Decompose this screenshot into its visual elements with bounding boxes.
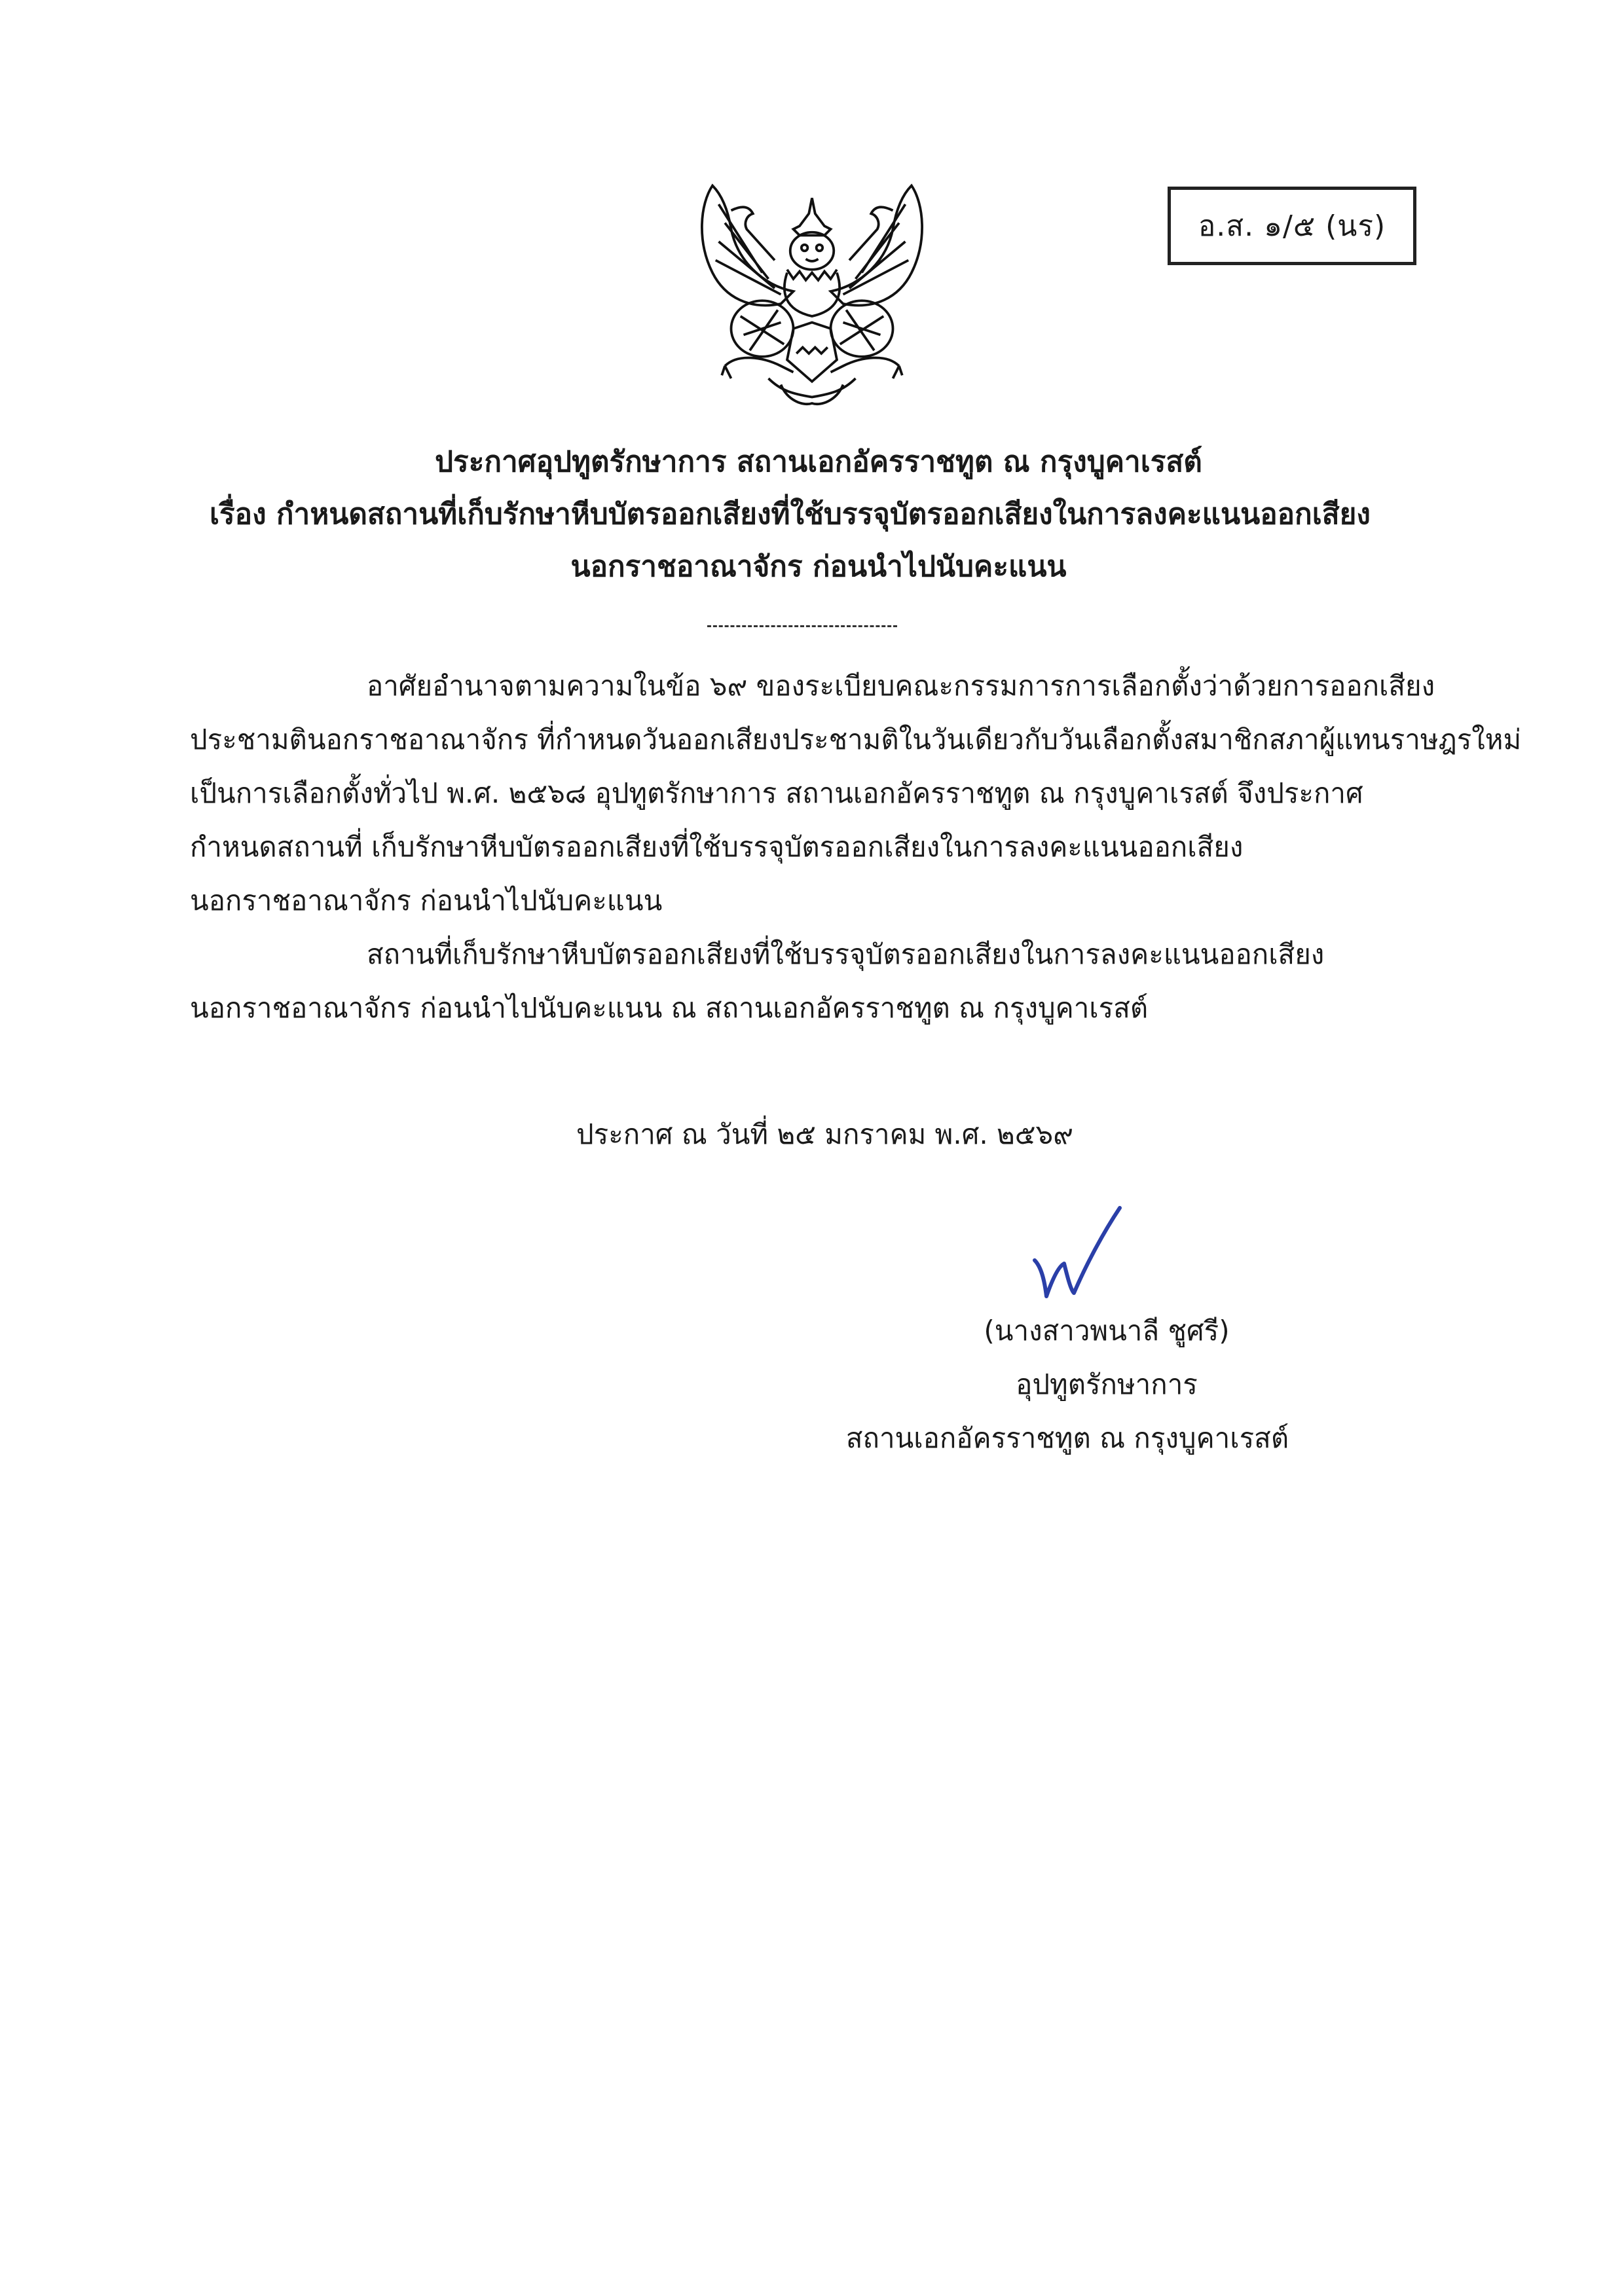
- paragraph-1-line-4: กำหนดสถานที่ เก็บรักษาหีบบัตรออกเสียงที่ใช้บรรจุบัตรออกเสียงในการลงคะแนนออกเสียง: [190, 831, 1244, 863]
- title-line-3: นอกราชอาณาจักร ก่อนนำไปนับคะแนน: [570, 550, 1067, 583]
- signatory-organization: สถานเอกอัครราชทูต ณ กรุงบูคาเรสต์: [845, 1422, 1289, 1454]
- form-code-box: [1168, 187, 1416, 265]
- signatory-position: อุปทูตรักษาการ: [1016, 1368, 1198, 1400]
- announcement-date: ประกาศ ณ วันที่ ๒๕ มกราคม พ.ศ. ๒๕๖๙: [576, 1118, 1073, 1150]
- form-code: อ.ส. ๑/๕ (นร): [1198, 210, 1386, 243]
- paragraph-1-line-2: ประชามตินอกราชอาณาจักร ที่กำหนดวันออกเสียงประชามติในวันเดียวกับวันเลือกตั้งสมาชิกสภาผู้แทนราษฎรใหม่: [190, 723, 1522, 756]
- paragraph-1-line-5: นอกราชอาณาจักร ก่อนนำไปนับคะแนน: [190, 884, 663, 917]
- handwritten-signature-icon: [1022, 1205, 1139, 1309]
- title-subject-line: เรื่อง กำหนดสถานที่เก็บรักษาหีบบัตรออกเสียงที่ใช้บรรจุบัตรออกเสียงในการลงคะแนนออกเสียง: [210, 498, 1371, 531]
- title-divider: [707, 625, 897, 627]
- paragraph-1-line-1: อาศัยอำนาจตามความในข้อ ๖๙ ของระเบียบคณะกรรมการการเลือกตั้งว่าด้วยการออกเสียง: [367, 670, 1435, 702]
- paragraph-1-line-3: เป็นการเลือกตั้งทั่วไป พ.ศ. ๒๕๖๘ อุปทูตรักษาการ สถานเอกอัครราชทูต ณ กรุงบูคาเรสต์ จึงประกาศ: [190, 777, 1363, 809]
- paragraph-2-line-1: สถานที่เก็บรักษาหีบบัตรออกเสียงที่ใช้บรรจุบัตรออกเสียงในการลงคะแนนออกเสียง: [367, 938, 1325, 970]
- paragraph-2-line-2: นอกราชอาณาจักร ก่อนนำไปนับคะแนน ณ สถานเอกอัครราชทูต ณ กรุงบูคาเรสต์: [190, 992, 1149, 1024]
- garuda-emblem-icon: [688, 167, 936, 416]
- title-line-1: ประกาศอุปทูตรักษาการ สถานเอกอัครราชทูต ณ กรุงบูคาเรสต์: [435, 445, 1202, 479]
- signatory-name: (นางสาวพนาลี ชูศรี): [984, 1315, 1230, 1347]
